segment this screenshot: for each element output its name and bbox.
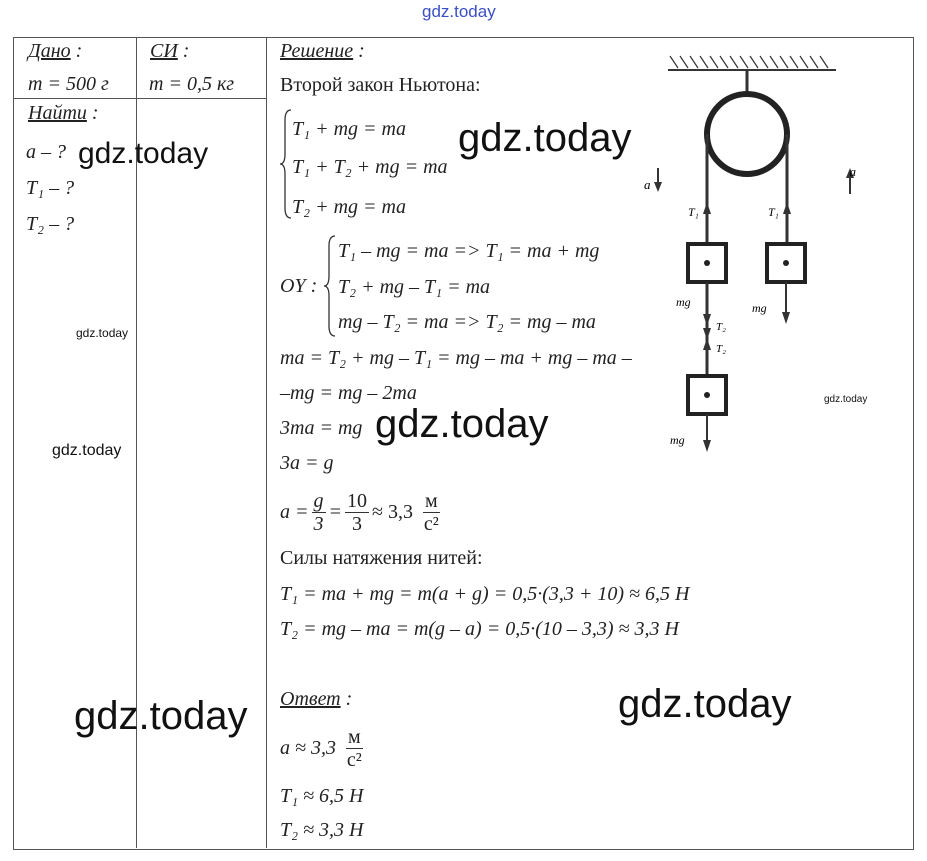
watermark-small-2: gdz.today — [52, 442, 122, 459]
oy-label: OY : — [280, 275, 318, 297]
answer-t1: T₁ ≈ 6,5 Н — [280, 785, 364, 807]
solution-header: Решение : — [280, 40, 365, 62]
find-item-t2: T₂ – ? — [26, 213, 75, 235]
accel-fraction-2: $\frac{10}{3}$ — [347, 489, 367, 535]
accel-fraction-1: $\frac{g}{3}$ — [313, 489, 324, 535]
derivation-line-2: –mg = mg – 2ma — [280, 382, 417, 404]
oy-system-brace — [322, 234, 338, 338]
accel-left: a = — [280, 500, 309, 523]
label-t2-down: T₂ — [716, 321, 726, 333]
top-watermark: gdz.today — [422, 2, 496, 21]
watermark-large-4: gdz.today — [618, 682, 792, 726]
answer-header: Ответ : — [280, 688, 353, 710]
vector-eq-3: T₂ + mg = ma — [292, 196, 406, 218]
accel-approx: ≈ 3,3 — [372, 500, 413, 523]
oy-eq-3: mg – T₂ = ma => T₂ = mg – ma — [338, 311, 596, 333]
label-t1-left: T₁ — [688, 205, 699, 219]
newton-law-label: Второй закон Ньютона: — [280, 74, 481, 96]
tension-line-2: T₂ = mg – ma = m(g – a) = 0,5·(10 – 3,3) ≈ 3,3 Н — [280, 618, 679, 640]
answer-a-value: a ≈ 3,3 — [280, 736, 336, 759]
label-mg-right: mg — [752, 301, 767, 315]
vector-eq-2: T₁ + T₂ + mg = ma — [292, 156, 448, 178]
answer-acceleration — [280, 722, 366, 774]
label-mg-upper: mg — [676, 295, 691, 309]
si-header: СИ : — [150, 40, 190, 62]
answer-t2: T₂ ≈ 3,3 Н — [280, 819, 364, 841]
oy-eq-2: T₂ + mg – T₁ = ma — [338, 276, 491, 298]
find-header: Найти : — [28, 102, 99, 124]
watermark-large-3: gdz.today — [74, 694, 248, 738]
column-divider-2 — [266, 37, 267, 848]
watermark-small-3: gdz.today — [824, 394, 868, 405]
find-item-a: a – ? — [26, 141, 66, 163]
ceiling — [668, 56, 836, 70]
label-mg-lower: mg — [670, 433, 685, 447]
pulley-wheel — [707, 94, 787, 174]
answer-unit: $\frac{м}{\text{с²}}$ — [346, 725, 362, 771]
derivation-line-4: 3a = g — [280, 452, 334, 474]
find-item-t1: T₁ – ? — [26, 177, 75, 199]
accel-unit: $\frac{м}{\text{с²}}$ — [423, 489, 439, 535]
derivation-line-1: ma = T₂ + mg – T₁ = mg – ma + mg – ma – — [280, 347, 632, 369]
derivation-line-3: 3ma = mg — [280, 417, 363, 439]
watermark-small-1: gdz.today — [76, 326, 129, 340]
watermark-large-2: gdz.today — [375, 402, 549, 446]
given-mass: m = 500 г — [28, 73, 109, 95]
accel-eq: = — [328, 500, 342, 523]
pulley-diagram — [640, 50, 855, 460]
given-header: Дано : — [28, 40, 83, 62]
watermark-medium-1: gdz.today — [78, 137, 209, 170]
acceleration-result — [280, 487, 443, 537]
tension-line-1: T₁ = ma + mg = m(a + g) = 0,5·(3,3 + 10) ≈ 6,5 Н — [280, 583, 690, 605]
si-mass: m = 0,5 кг — [149, 73, 235, 95]
oy-eq-1: T₁ – mg = ma => T₁ = ma + mg — [338, 240, 600, 262]
label-t1-right: T₁ — [768, 205, 779, 219]
tension-header: Силы натяжения нитей: — [280, 547, 483, 569]
label-t2-up: T₂ — [716, 343, 726, 355]
watermark-large-1: gdz.today — [458, 116, 632, 160]
vector-eq-1: T₁ + mg = ma — [292, 118, 406, 140]
given-divider — [13, 98, 267, 99]
label-a-left: a — [644, 177, 651, 192]
label-a-right: a — [849, 164, 856, 179]
